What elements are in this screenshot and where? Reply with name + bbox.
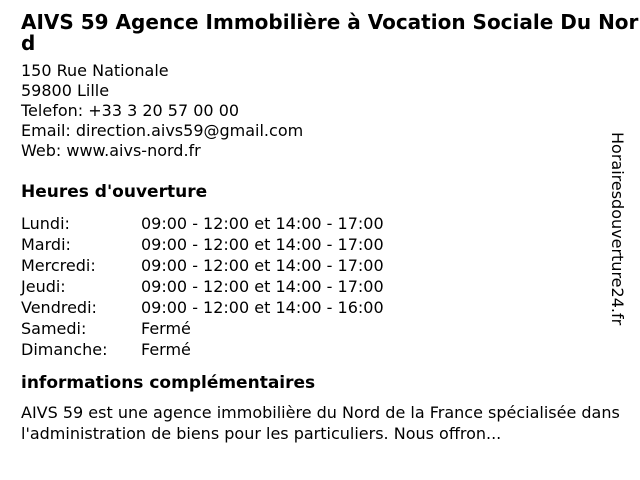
web-label: Web: — [21, 141, 62, 160]
hours-table — [21, 213, 640, 360]
web-link[interactable]: www.aivs-nord.fr — [66, 141, 201, 160]
day-label: Samedi: — [21, 319, 87, 338]
watermark-link[interactable]: Horairesdouverture24.fr — [608, 132, 627, 326]
email-link[interactable]: direction.aivs59@gmail.com — [75, 121, 304, 140]
phone-label: Telefon: — [21, 101, 84, 120]
phone-value: +33 3 20 57 00 00 — [88, 101, 240, 120]
phone-line — [21, 101, 640, 121]
business-listing-page — [21, 12, 640, 444]
email-label: Email: — [21, 121, 71, 140]
day-label: Vendredi: — [21, 298, 97, 317]
contact-block — [21, 61, 640, 161]
page-title: AIVS 59 Agence Immobilière à Vocation Sociale Du Nord — [21, 10, 639, 55]
day-label: Lundi: — [21, 214, 70, 233]
day-times: 09:00 - 12:00 et 14:00 - 16:00 — [141, 298, 384, 317]
day-times: 09:00 - 12:00 et 14:00 - 17:00 — [141, 214, 384, 233]
email-line — [21, 121, 640, 141]
city-address: 59800 Lille — [21, 81, 110, 100]
day-times: Fermé — [141, 319, 191, 338]
day-label: Dimanche: — [21, 340, 108, 359]
day-label: Jeudi: — [21, 277, 66, 296]
web-line — [21, 141, 640, 161]
info-text: AIVS 59 est une agence immobilière du Nord de la France spécialisée dans l'administration de biens pour les particuliers. Nous offron... — [21, 403, 620, 443]
info-heading: informations complémentaires — [21, 373, 316, 393]
hours-heading: Heures d'ouverture — [21, 182, 208, 202]
street-address: 150 Rue Nationale — [21, 61, 169, 80]
day-times: 09:00 - 12:00 et 14:00 - 17:00 — [141, 256, 384, 275]
day-label: Mercredi: — [21, 256, 96, 275]
day-times: 09:00 - 12:00 et 14:00 - 17:00 — [141, 235, 384, 254]
day-times: 09:00 - 12:00 et 14:00 - 17:00 — [141, 277, 384, 296]
day-times: Fermé — [141, 340, 191, 359]
day-label: Mardi: — [21, 235, 71, 254]
